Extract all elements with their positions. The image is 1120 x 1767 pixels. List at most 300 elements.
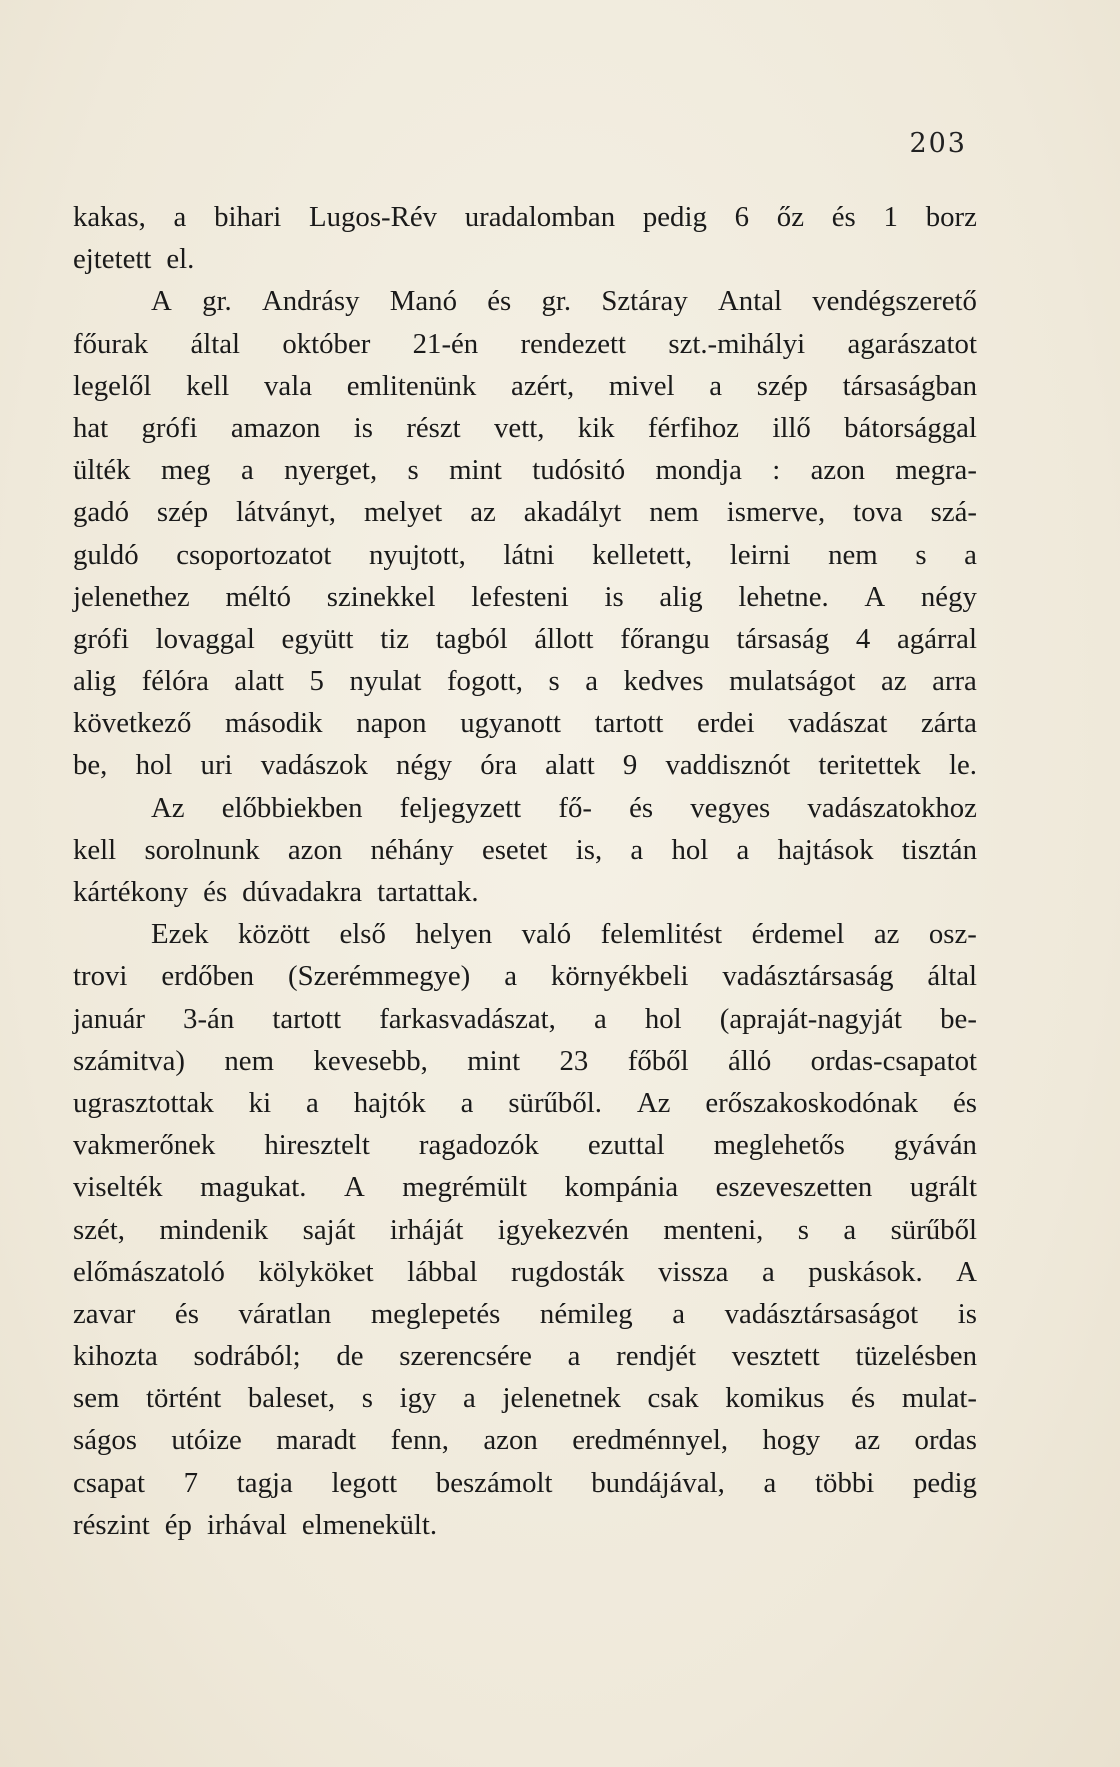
word: a bbox=[709, 369, 723, 402]
word: nem bbox=[828, 538, 878, 571]
word: az bbox=[873, 918, 900, 951]
word: a bbox=[460, 1086, 474, 1119]
word: kik bbox=[577, 411, 615, 444]
word: többi bbox=[815, 1466, 875, 1499]
word: vesztett bbox=[731, 1340, 820, 1373]
word: (Szerémmegye) bbox=[287, 960, 471, 993]
word: a bbox=[504, 960, 517, 993]
word: ejtetett bbox=[73, 243, 152, 276]
word: és bbox=[174, 1297, 199, 1330]
text-line bbox=[73, 660, 977, 702]
word: Sztáray bbox=[601, 285, 688, 318]
text-line bbox=[73, 196, 977, 238]
word: a bbox=[843, 1213, 857, 1246]
word: tagból bbox=[435, 622, 508, 655]
text-line bbox=[73, 618, 977, 660]
text-line bbox=[73, 1082, 977, 1124]
word: ugrasztottak bbox=[73, 1086, 214, 1119]
text-line bbox=[73, 871, 977, 913]
text-line bbox=[73, 365, 977, 407]
word: környékbeli bbox=[550, 960, 689, 993]
word: szerencsére bbox=[399, 1340, 532, 1373]
word: maradt bbox=[276, 1424, 357, 1457]
word: előbbiekben bbox=[221, 791, 363, 824]
word: gyáván bbox=[893, 1129, 977, 1162]
word: csak bbox=[647, 1382, 699, 1415]
word: társaság bbox=[736, 622, 830, 655]
text-line bbox=[73, 238, 977, 280]
word: és bbox=[203, 876, 228, 908]
word: nyerget, bbox=[284, 454, 378, 487]
word: 3-án bbox=[183, 1002, 235, 1035]
word: be, bbox=[73, 749, 108, 782]
word: meg bbox=[160, 454, 211, 487]
word: kell bbox=[73, 833, 117, 866]
word: vett, bbox=[494, 411, 545, 444]
word: borz bbox=[925, 201, 977, 233]
word: bundájával, bbox=[591, 1466, 725, 1499]
word: hajtók bbox=[353, 1086, 426, 1119]
word: hol bbox=[135, 749, 173, 782]
word: hol bbox=[671, 833, 709, 866]
word: saját bbox=[302, 1213, 356, 1246]
word: de bbox=[336, 1340, 364, 1373]
word: legott bbox=[331, 1466, 398, 1499]
word: eszeveszetten bbox=[715, 1171, 873, 1204]
word: vendégszerető bbox=[812, 285, 977, 318]
text-line bbox=[73, 1377, 977, 1419]
word: kedves bbox=[623, 665, 704, 698]
word: között bbox=[238, 918, 311, 951]
word: félóra bbox=[141, 665, 209, 698]
word: meglepetés bbox=[370, 1297, 501, 1330]
word: rendezett bbox=[520, 327, 627, 360]
word: vakmerőnek bbox=[73, 1129, 216, 1162]
word: arra bbox=[932, 665, 977, 698]
word: rendjét bbox=[616, 1340, 697, 1373]
text-line bbox=[73, 407, 977, 449]
word: Lugos-Rév bbox=[309, 201, 438, 233]
word: akadályt bbox=[523, 496, 622, 529]
word: és bbox=[629, 791, 654, 824]
word: hiresztelt bbox=[264, 1129, 370, 1162]
word: mivel bbox=[608, 369, 675, 402]
text-line bbox=[73, 1124, 977, 1166]
word: farkasvadászat, bbox=[379, 1002, 556, 1035]
text-line bbox=[73, 702, 977, 744]
word: zárta bbox=[920, 707, 977, 740]
word: gr. bbox=[541, 285, 572, 318]
word: 1 bbox=[883, 201, 898, 233]
word: is, bbox=[575, 833, 603, 866]
word: azon bbox=[810, 454, 866, 487]
word: sürűből bbox=[890, 1213, 977, 1246]
word: vissza bbox=[658, 1255, 729, 1288]
word: helyen bbox=[415, 918, 493, 951]
word: puskások. bbox=[808, 1255, 923, 1288]
word: elmenekült. bbox=[301, 1508, 438, 1541]
word: agarászatot bbox=[847, 327, 977, 360]
word: baleset, bbox=[247, 1382, 336, 1415]
word: számitva) bbox=[73, 1044, 185, 1077]
text-line bbox=[73, 1419, 977, 1461]
text-line bbox=[73, 829, 977, 871]
word: uradalomban bbox=[464, 201, 616, 233]
word: kompánia bbox=[564, 1171, 679, 1204]
word: erdőben bbox=[161, 960, 255, 993]
word: kölyköket bbox=[258, 1255, 374, 1288]
word: főrangu bbox=[620, 622, 710, 655]
word: a bbox=[672, 1297, 686, 1330]
word: Andrásy bbox=[261, 285, 360, 318]
word: ülték bbox=[73, 454, 131, 487]
word: és bbox=[487, 285, 512, 318]
word: a bbox=[630, 833, 644, 866]
word: A bbox=[956, 1255, 977, 1288]
word: meglehetős bbox=[713, 1129, 845, 1162]
word: sorolnunk bbox=[144, 833, 260, 866]
word: el. bbox=[166, 243, 195, 276]
word: guldó bbox=[73, 538, 139, 571]
word: 6 bbox=[734, 201, 750, 233]
word: amazon bbox=[230, 411, 321, 444]
word: irháját bbox=[389, 1213, 464, 1246]
word: alig bbox=[73, 665, 117, 698]
word: férfihoz bbox=[647, 411, 740, 444]
word: fő- bbox=[558, 791, 592, 824]
word: szét, bbox=[73, 1213, 125, 1246]
word: gr. bbox=[202, 285, 232, 318]
word: nyujtott, bbox=[368, 538, 466, 571]
word: október bbox=[282, 327, 371, 360]
word: csapat bbox=[73, 1466, 145, 1499]
word: kakas, bbox=[73, 201, 146, 233]
word: nem bbox=[649, 496, 699, 529]
word: kevesebb, bbox=[313, 1044, 428, 1077]
word: zavar bbox=[73, 1297, 136, 1330]
word: érdemel bbox=[751, 918, 845, 951]
word: a bbox=[240, 454, 254, 487]
word: A bbox=[151, 285, 172, 318]
word: ordas-csapatot bbox=[810, 1044, 977, 1077]
word: azon bbox=[287, 833, 343, 866]
word: kihozta bbox=[73, 1340, 158, 1373]
word: kell bbox=[186, 369, 230, 402]
word: mulat- bbox=[901, 1382, 977, 1415]
word: bihari bbox=[214, 201, 282, 233]
text-line bbox=[73, 744, 977, 786]
word: a bbox=[567, 1340, 581, 1373]
word: erdei bbox=[697, 707, 755, 740]
word: tüzelésben bbox=[855, 1340, 977, 1373]
text-line bbox=[73, 491, 977, 533]
word: január bbox=[73, 1002, 145, 1035]
word: látni bbox=[503, 538, 555, 571]
word: 4 bbox=[855, 622, 871, 655]
word: tiz bbox=[380, 622, 409, 655]
text-line bbox=[73, 913, 977, 955]
word: együtt bbox=[281, 622, 354, 655]
word: mindenik bbox=[159, 1213, 269, 1246]
word: grófi bbox=[73, 622, 129, 655]
word: ragadozók bbox=[418, 1129, 539, 1162]
word: igy bbox=[399, 1382, 437, 1415]
word: viselték bbox=[73, 1171, 163, 1204]
word: 5 bbox=[309, 665, 324, 698]
word: a bbox=[964, 538, 977, 571]
word: hat bbox=[73, 411, 109, 444]
word: felemlitést bbox=[600, 918, 723, 951]
word: pedig bbox=[642, 201, 707, 233]
word: őz bbox=[776, 201, 804, 233]
word: vadászat bbox=[788, 707, 888, 740]
word: méltó bbox=[225, 580, 292, 613]
word: A bbox=[343, 1171, 365, 1204]
word: állott bbox=[534, 622, 594, 655]
word: főből bbox=[627, 1044, 689, 1077]
word: a bbox=[585, 665, 599, 698]
word: lefesteni bbox=[471, 580, 569, 613]
word: fogott, bbox=[446, 665, 523, 698]
text-line bbox=[73, 1251, 977, 1293]
word: beszámolt bbox=[435, 1466, 553, 1499]
text-line bbox=[73, 280, 977, 322]
word: utóize bbox=[171, 1424, 242, 1457]
text-line bbox=[73, 787, 977, 829]
word: az bbox=[880, 665, 907, 698]
word: a bbox=[736, 833, 750, 866]
word: óra bbox=[480, 749, 517, 782]
word: főurak bbox=[73, 327, 149, 360]
word: is bbox=[604, 580, 624, 613]
word: trovi bbox=[73, 960, 128, 993]
word: szép bbox=[156, 496, 209, 529]
text-line bbox=[73, 1166, 977, 1208]
word: menteni, bbox=[663, 1213, 764, 1246]
word: ki bbox=[248, 1086, 272, 1119]
word: a bbox=[463, 1382, 476, 1415]
word: alatt bbox=[545, 749, 595, 782]
word: legelől bbox=[73, 369, 152, 402]
word: (apraját-nagyját bbox=[719, 1002, 903, 1035]
text-line bbox=[73, 1040, 977, 1082]
text-line bbox=[73, 449, 977, 491]
word: Az bbox=[151, 791, 185, 824]
word: ismerve, bbox=[726, 496, 826, 529]
word: Antal bbox=[718, 285, 782, 318]
text-line bbox=[73, 1209, 977, 1251]
word: az bbox=[854, 1424, 881, 1457]
word: feljegyzett bbox=[399, 791, 522, 824]
word: pedig bbox=[912, 1466, 977, 1499]
word: agárral bbox=[897, 622, 977, 655]
word: vadásztársaság bbox=[722, 960, 894, 993]
word: grófi bbox=[141, 411, 198, 444]
word: és bbox=[851, 1382, 876, 1415]
word: vadászatokhoz bbox=[807, 791, 977, 824]
word: komikus bbox=[725, 1382, 825, 1415]
word: kelletett, bbox=[592, 538, 693, 571]
word: második bbox=[224, 707, 323, 740]
word: A bbox=[864, 580, 886, 613]
word: jelenethez bbox=[73, 580, 190, 613]
word: fenn, bbox=[390, 1424, 449, 1457]
word: megra- bbox=[895, 454, 977, 487]
word: következő bbox=[73, 707, 192, 740]
word: sem bbox=[73, 1382, 120, 1415]
word: magukat. bbox=[200, 1171, 307, 1204]
page-number: 203 bbox=[909, 128, 967, 159]
word: rugdosták bbox=[511, 1255, 625, 1288]
word: nem bbox=[224, 1044, 274, 1077]
word: s bbox=[361, 1382, 373, 1415]
word: történt bbox=[146, 1382, 222, 1415]
word: napon bbox=[356, 707, 427, 740]
text-line bbox=[73, 1335, 977, 1377]
word: erőszakoskodónak bbox=[705, 1086, 919, 1119]
word: eredménnyel, bbox=[572, 1424, 729, 1457]
word: mondja bbox=[655, 454, 742, 487]
word: tagja bbox=[236, 1466, 293, 1499]
word: alig bbox=[659, 580, 703, 613]
word: s bbox=[915, 538, 927, 571]
word: vegyes bbox=[690, 791, 771, 824]
word: részint bbox=[73, 1508, 150, 1541]
word: esetet bbox=[481, 833, 548, 866]
word: Manó bbox=[389, 285, 457, 318]
word: megrémült bbox=[402, 1171, 528, 1204]
word: 21-én bbox=[412, 327, 479, 360]
word: mint bbox=[467, 1044, 521, 1077]
text-line bbox=[73, 1293, 977, 1335]
word: le. bbox=[948, 749, 977, 782]
word: hol bbox=[644, 1002, 682, 1035]
word: osz- bbox=[928, 918, 977, 951]
word: melyet bbox=[363, 496, 443, 529]
word: a bbox=[761, 1255, 775, 1288]
word: 23 bbox=[559, 1044, 589, 1077]
word: vaddisznót bbox=[665, 749, 791, 782]
word: néhány bbox=[370, 833, 454, 866]
word: látványt, bbox=[236, 496, 336, 529]
word: lehetne. bbox=[738, 580, 829, 613]
word: bátorsággal bbox=[844, 411, 977, 444]
word: szt.-mihályi bbox=[668, 327, 806, 360]
word: által bbox=[927, 960, 977, 993]
word: szinekkel bbox=[326, 580, 436, 613]
word: ugrált bbox=[909, 1171, 977, 1204]
word: irhával bbox=[206, 1508, 287, 1541]
word: tartattak. bbox=[377, 876, 479, 908]
word: négy bbox=[920, 580, 977, 613]
word: nyulat bbox=[349, 665, 422, 698]
text-line bbox=[73, 576, 977, 618]
word: által bbox=[190, 327, 241, 360]
word: ságos bbox=[73, 1424, 137, 1457]
word: hogy bbox=[762, 1424, 821, 1457]
word: tartott bbox=[594, 707, 664, 740]
word: vadásztársaságot bbox=[724, 1297, 919, 1330]
word: mulatságot bbox=[729, 665, 856, 698]
word: ugyanott bbox=[460, 707, 561, 740]
word: gadó bbox=[73, 496, 129, 529]
word: részt bbox=[406, 411, 461, 444]
word: a bbox=[306, 1086, 319, 1119]
text-line bbox=[73, 1504, 977, 1546]
word: társaságban bbox=[842, 369, 977, 402]
word: azon bbox=[483, 1424, 538, 1457]
word: emlitenünk bbox=[346, 369, 477, 402]
word: alatt bbox=[234, 665, 284, 698]
word: uri bbox=[200, 749, 233, 782]
word: ezuttal bbox=[587, 1129, 665, 1162]
word: a bbox=[763, 1466, 777, 1499]
word: 9 bbox=[622, 749, 638, 782]
word: némileg bbox=[539, 1297, 633, 1330]
word: első bbox=[339, 918, 386, 951]
word: és bbox=[831, 201, 856, 233]
word: csoportozatot bbox=[176, 538, 332, 571]
word: vadászok bbox=[260, 749, 368, 782]
word: 7 bbox=[183, 1466, 199, 1499]
word: Ezek bbox=[151, 918, 209, 951]
word: az bbox=[470, 496, 496, 529]
word: hajtások bbox=[777, 833, 874, 866]
word: igyekezvén bbox=[497, 1213, 629, 1246]
word: ép bbox=[164, 1508, 192, 1541]
word: mint bbox=[449, 454, 502, 487]
word: a bbox=[593, 1002, 607, 1035]
word: azért, bbox=[511, 369, 575, 402]
word: és bbox=[953, 1086, 977, 1119]
word: a bbox=[173, 201, 187, 233]
word: előmászatoló bbox=[73, 1255, 225, 1288]
word: álló bbox=[728, 1044, 772, 1077]
word: tartott bbox=[272, 1002, 342, 1035]
word: tisztán bbox=[901, 833, 977, 866]
word: ordas bbox=[914, 1424, 977, 1457]
word: is bbox=[957, 1297, 977, 1330]
word: be- bbox=[940, 1002, 977, 1035]
word: négy bbox=[396, 749, 453, 782]
word: s bbox=[797, 1213, 809, 1246]
text-line bbox=[73, 323, 977, 365]
word: lovaggal bbox=[155, 622, 255, 655]
word: illő bbox=[772, 411, 811, 444]
word: teritettek bbox=[818, 749, 921, 782]
word: sodrából; bbox=[193, 1340, 301, 1373]
text-line bbox=[73, 998, 977, 1040]
text-line bbox=[73, 534, 977, 576]
word: dúvadakra bbox=[242, 876, 363, 908]
text-line bbox=[73, 955, 977, 997]
word: sürűből. bbox=[508, 1086, 602, 1119]
word: s bbox=[407, 454, 419, 487]
word: tudósitó bbox=[532, 454, 626, 487]
word: lábbal bbox=[407, 1255, 478, 1288]
word: jelenetnek bbox=[502, 1382, 621, 1415]
word: szá- bbox=[930, 496, 977, 529]
word: Az bbox=[636, 1086, 671, 1119]
word: kártékony bbox=[73, 876, 189, 908]
word: tova bbox=[853, 496, 903, 529]
word: leirni bbox=[729, 538, 791, 571]
text-line bbox=[73, 1462, 977, 1504]
word: való bbox=[521, 918, 572, 951]
word: vala bbox=[264, 369, 312, 402]
word: : bbox=[772, 454, 781, 487]
word: s bbox=[548, 665, 560, 698]
